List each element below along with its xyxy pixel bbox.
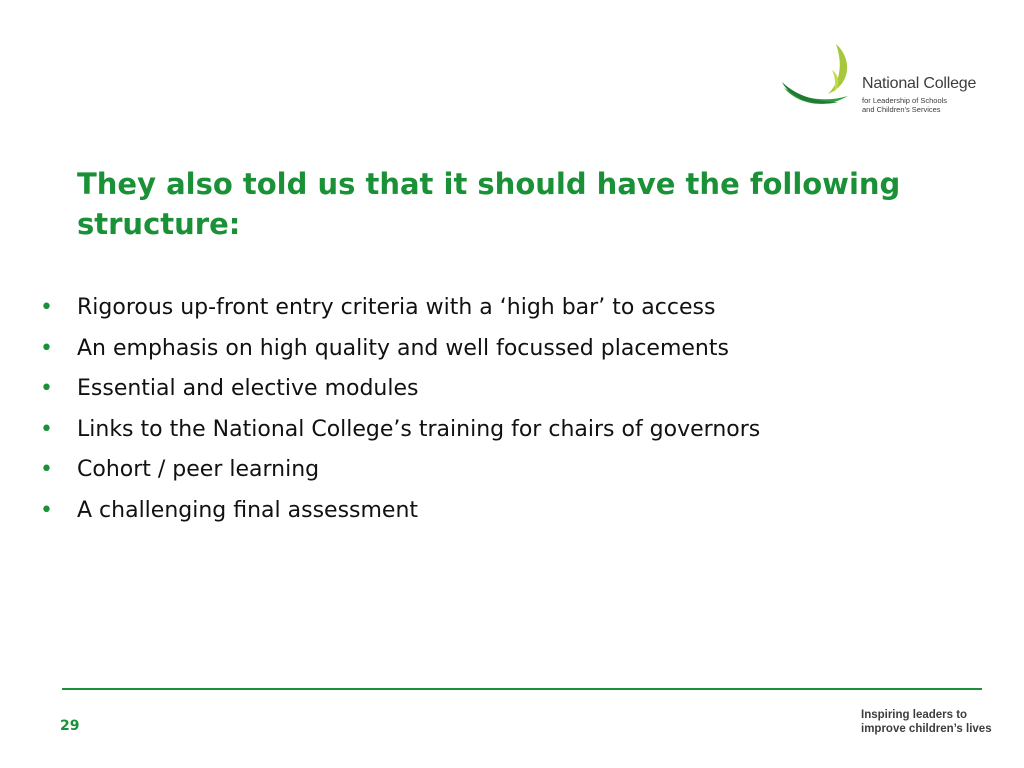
national-college-emblem-icon	[780, 40, 860, 115]
bullet-text: Rigorous up-front entry criteria with a ‘high bar’ to access	[77, 295, 716, 320]
bullet-text: An emphasis on high quality and well focussed placements	[77, 335, 729, 361]
page-number: 29	[60, 718, 80, 734]
bullet-text: Cohort / peer learning	[77, 457, 320, 483]
bullet-item	[40, 329, 940, 370]
bullet-dot-icon: •	[40, 376, 53, 402]
bullet-list	[40, 288, 940, 532]
bullet-text: Links to the National College’s training for chairs of governors	[77, 416, 761, 442]
bullet-text: A challenging final assessment	[77, 497, 419, 523]
slide-title: They also told us that it should have the following structure:	[77, 167, 901, 241]
bullet-item	[40, 288, 940, 329]
logo-subtitle-line2: and Children's Services	[862, 105, 941, 114]
bullet-dot-icon: •	[40, 416, 53, 442]
national-college-logo	[780, 40, 995, 115]
bullet-item	[40, 450, 940, 491]
bullet-item	[40, 491, 940, 532]
bullet-dot-icon: •	[40, 295, 53, 320]
bullet-item	[40, 410, 940, 451]
logo-name: National College	[862, 75, 977, 92]
footer-divider	[62, 688, 982, 690]
bullet-dot-icon: •	[40, 457, 53, 483]
tagline-line2: improve children’s lives	[861, 723, 992, 735]
tagline-line1: Inspiring leaders to	[861, 709, 968, 721]
logo-subtitle-line1: for Leadership of Schools	[862, 96, 948, 105]
bullet-text: Essential and elective modules	[77, 376, 419, 402]
bullet-dot-icon: •	[40, 335, 53, 361]
bullet-item	[40, 369, 940, 410]
footer-tagline	[861, 708, 992, 736]
bullet-dot-icon: •	[40, 497, 53, 523]
